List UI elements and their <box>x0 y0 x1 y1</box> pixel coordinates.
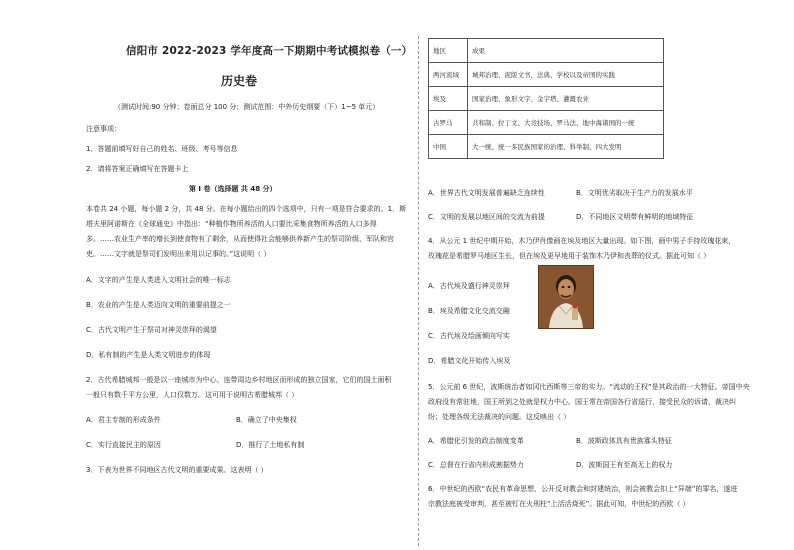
table-row <box>429 63 664 87</box>
q3-option-b[interactable]: B．文明优劣取决于生产力的发展水平 <box>576 189 693 197</box>
q1-stem-line: 本卷共 24 小题，每小题 2 分，共 48 分。在每小题给出的四个选项中，只有一项是符合要求的。1．斯 <box>86 205 407 213</box>
subject-title: 历史卷 <box>221 74 258 88</box>
portrait-illustration <box>539 266 593 328</box>
table-cell: 共和制、拉丁文、大竞技场、罗马法、地中海诸国的一统 <box>468 111 664 135</box>
table-cell: 国家治理、象形文字、金字塔、灌溉农业 <box>468 87 664 111</box>
q1-stem-line: 多。……农业生产率的增长到使食物有了剩余，从而使得社会能够供养新产生的祭司阶级、军队和官 <box>86 235 394 243</box>
q3-stem: 3．下表为世界不同地区古代文明的重要成果。这表明（ ） <box>86 466 268 474</box>
q1-stem-line: 吏。……文字就是祭司们发明出来用以记事的。”这说明（ ） <box>86 250 271 258</box>
q2-option-d[interactable]: D．推行了土地私有制 <box>236 441 305 449</box>
q5-option-a[interactable]: A．希腊化引发的政治制度变革 <box>428 437 524 445</box>
q4-option-c[interactable]: C．古代埃及绘画倾向写实 <box>428 332 510 340</box>
q2-stem-line: 一般只有数千平方公里，人口仅数万。这可用于说明古希腊城邦（ ） <box>86 391 299 399</box>
mummy-portrait-image <box>538 265 594 329</box>
table-cell: 两河流域 <box>429 63 468 87</box>
exam-title: 信阳市 2022-2023 学年度高一下期期中考试模拟卷（一） <box>126 45 413 57</box>
table-cell: 大一统、统一多民族国家的治理、科举制、四大发明 <box>468 135 664 159</box>
q3-option-a[interactable]: A．世界古代文明发展普遍缺乏连续性 <box>428 189 545 197</box>
q6-stem-line: 6．中世纪的西欧“农民有革命思想，公开反对教会和封建统治，则会被教会扣上“异端”的罪名，遂进 <box>428 485 738 493</box>
q1-option-d[interactable]: D．私有制的产生是人类文明进步的体现 <box>86 351 211 359</box>
notice-item: 1．答题前填写好自己的姓名、班级、考号等信息 <box>86 145 238 153</box>
achievements-table <box>428 38 664 159</box>
q5-stem-line: 纷；处理各级无法裁决的问题。这反映出（ ） <box>428 413 571 421</box>
table-cell: 中国 <box>429 135 468 159</box>
table-row <box>429 111 664 135</box>
notice-item: 2．请将答案正确填写在答题卡上 <box>86 165 189 173</box>
table-cell: 古罗马 <box>429 111 468 135</box>
q5-option-b[interactable]: B．波斯政体具有贵族寡头特征 <box>576 437 672 445</box>
q1-option-a[interactable]: A．文字的产生是人类进入文明社会的唯一标志 <box>86 276 231 284</box>
q1-option-c[interactable]: C．古代文明产生于祭司对神灵崇拜的渴望 <box>86 326 217 334</box>
q4-option-d[interactable]: D．希腊文化开始传入埃及 <box>428 357 511 365</box>
table-cell: 城邦治理、泥版文书、法典、学校以及帝国的实践 <box>468 63 664 87</box>
notice-title: 注意事项： <box>86 125 121 133</box>
q3-option-c[interactable]: C．文明的发展以地区间的交流为前提 <box>428 213 545 221</box>
q3-option-d[interactable]: D．不同地区文明带有鲜明的地域特征 <box>576 213 694 221</box>
q2-stem-line: 2．古代希腊城邦一般是以一座城市为中心、连带周边乡村地区而形成的独立国家，它们的国土面积 <box>86 376 392 384</box>
column-divider <box>418 36 419 546</box>
q4-option-a[interactable]: A．古代埃及盛行神灵崇拜 <box>428 282 510 290</box>
q4-stem-line: 玫瑰花是希腊罗马地区生长，但在埃及更早地用于装饰木乃伊和丧葬的仪式。据此可知（ ） <box>428 252 711 260</box>
table-row <box>429 135 664 159</box>
q4-option-b[interactable]: B．埃及希腊文化交流交融 <box>428 307 510 315</box>
q1-option-b[interactable]: B．农业的产生是人类迈向文明的重要前提之一 <box>86 301 231 309</box>
q1-stem-line: 塔夫里阿诺斯在《全球通史》中指出：“种植作物所养活的人口要比采集食物所养活的人口多得 <box>86 220 377 228</box>
q2-option-c[interactable]: C．实行直接民主的原因 <box>86 441 161 449</box>
q4-stem-line: 4．从公元 1 世纪中期开始，木乃伊肖像画在埃及地区大量出现。如下图，画中男子手持玫瑰花束， <box>428 237 736 245</box>
section-title: 第 I 卷（选择题 共 48 分） <box>189 185 277 193</box>
q6-stem-line: 宗教法庭被受审判，甚至被钉在火刑柱“上活活烧死”。据此可知，中世纪的西欧（ ） <box>428 500 690 508</box>
q5-stem-line: 5．公元前 6 世纪，波斯统治者如冈比西斯等三帝的实力。“流动的王权”是其政治的一大特征。帝国中央 <box>428 383 750 391</box>
q5-option-d[interactable]: D．波斯国王有至高无上的权力 <box>576 461 673 469</box>
table-row <box>429 87 664 111</box>
exam-info: （测试时间:90 分钟；卷面总分 100 分；测试范围：中外历史纲要（下）1~5 单元） <box>114 103 380 111</box>
q2-option-a[interactable]: A．君主专制的形成条件 <box>86 416 161 424</box>
q5-option-c[interactable]: C．总督在行省内形成割据势力 <box>428 461 524 469</box>
table-header-cell: 地区 <box>429 39 468 63</box>
table-cell: 埃及 <box>429 87 468 111</box>
table-header-row <box>429 39 664 63</box>
table-header-cell: 成果 <box>468 39 664 63</box>
q5-stem-line: 政府没有常驻地，国王所到之处就是权力中心。国王常在帝国各行省巡行，接受民众的诉请，裁决纠 <box>428 398 736 406</box>
q2-option-b[interactable]: B．确立了中央集权 <box>236 416 297 424</box>
